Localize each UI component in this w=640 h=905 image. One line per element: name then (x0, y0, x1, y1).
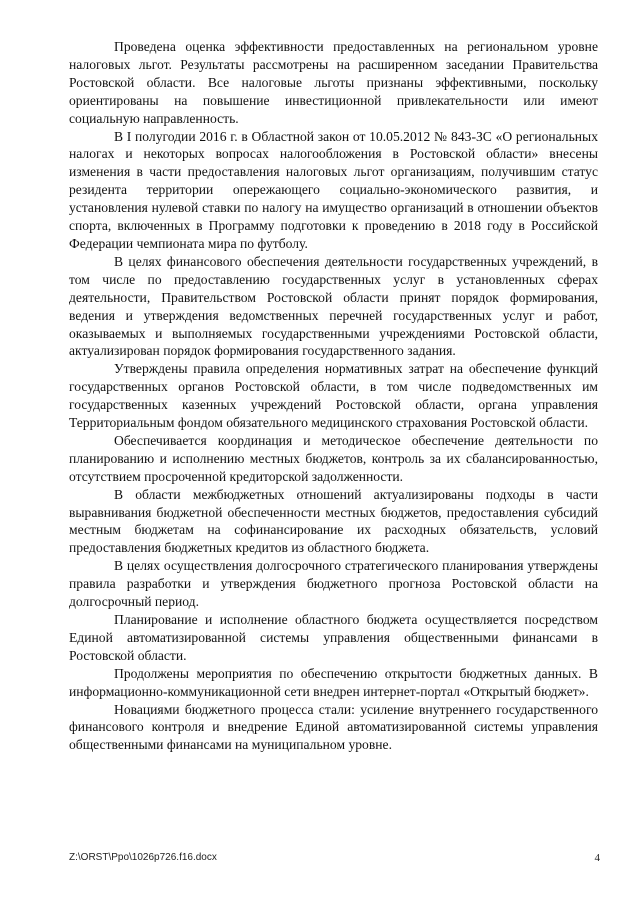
paragraph-long-term-planning: В целях осуществления долгосрочного стратегического планирования утверждены правила разработки и утверждения бюджетного прогноза Ростовской области на долгосрочный период. (69, 558, 598, 610)
paragraph-tax-benefits-evaluation: Проведена оценка эффективности предоставленных на региональном уровне налоговых льгот. Результаты рассмотрены на расширенном заседании Правительства Ростовской области. Все налоговые льготы признаны эффективными, поскольку ориентированы на повышение инвестиционной привлекательности или имеют социальную направленность. (69, 39, 598, 126)
paragraph-normative-costs-rules: Утверждены правила определения нормативных затрат на обеспечение функций государственных органов Ростовской области, в том числе подведомственных им государственных казенных учреждений Ростовской области, органа управления Территориальным фондом обязательного медицинского страхования Ростовской области. (69, 361, 598, 431)
paragraph-regional-tax-law-amendments: В I полугодии 2016 г. в Областной закон от 10.05.2012 № 843-ЗС «О региональных налогах и некоторых вопросах налогообложения в Ростовской области» внесены изменения в части предоставления налоговых льгот организациям, получившим статус резидента территории опережающего социально-экономического развития, и установления нулевой ставки по налогу на имущество организаций в отношении объектов спорта, включенных в Программу подготовки к проведению в 2018 году в Российской Федерации чемпионата мира по футболу. (69, 128, 598, 251)
paragraph-budget-process-innovations: Новациями бюджетного процесса стали: усиление внутреннего государственного финансового контроля и внедрение Единой автоматизированной системы управления общественными финансами на муниципальном уровне. (69, 701, 598, 753)
paragraph-budget-transparency: Продолжены мероприятия по обеспечению открытости бюджетных данных. В информационно-коммуникационной сети внедрен интернет-портал «Открытый бюджет». (69, 665, 598, 699)
paragraph-budget-execution-system: Планирование и исполнение областного бюджета осуществляется посредством Единой автоматизированной системы управления общественными финансами в Ростовской области. (69, 612, 598, 663)
document-body (69, 38, 598, 754)
paragraph-interbudgetary-relations: В области межбюджетных отношений актуализированы подходы в части выравнивания бюджетной обеспеченности местных бюджетов, предоставления субсидий местным бюджетам на софинансирование их расходных обязательств, условий предоставления бюджетных кредитов из областного бюджета. (69, 486, 598, 556)
page-number: 4 (594, 852, 600, 864)
footer-file-path: Z:\ORST\Ppo\1026p726.f16.docx (69, 852, 217, 863)
paragraph-local-budgets-coordination: Обеспечивается координация и методическое обеспечение деятельности по планированию и исполнению местных бюджетов, контроль за их сбалансированностью, отсутствием просроченной кредиторской задолженности. (69, 432, 598, 484)
paragraph-state-institutions-financing: В целях финансового обеспечения деятельности государственных учреждений, в том числе по предоставлению государственных услуг в установленных сферах деятельности, Правительством Ростовской области принят порядок формирования, ведения и утверждения ведомственных перечней государственных услуг и работ, оказываемых и выполняемых государственными учреждениями Ростовской области, актуализирован порядок формирования государственного задания. (69, 253, 598, 359)
